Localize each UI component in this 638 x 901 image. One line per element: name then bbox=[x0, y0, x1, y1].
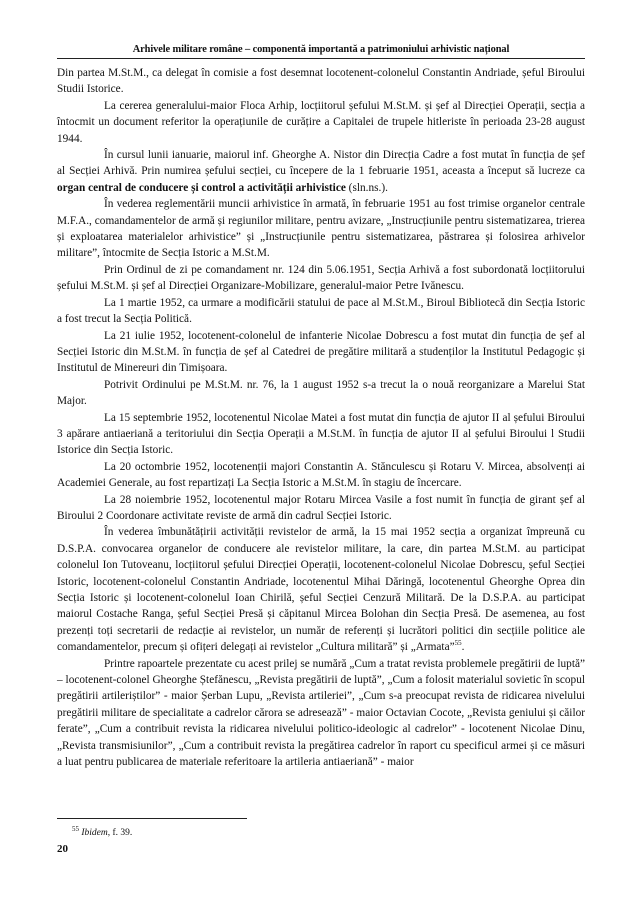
paragraph: La cererea generalului-maior Floca Arhip, locțiitorul șefului M.St.M. și șef al Direcției Operații, secția a întocmit un document referitor la operațiunile de curățire a Capitalei de trupele hitleriste în perioada 23-28 august 1944. bbox=[57, 99, 585, 145]
footnote-number: 55 bbox=[72, 825, 79, 833]
footnote-rule bbox=[57, 818, 247, 819]
body-text bbox=[57, 65, 585, 770]
footnote bbox=[72, 825, 132, 838]
paragraph: La 28 noiembrie 1952, locotenentul major Rotaru Mircea Vasile a fost numit în funcția de girant șef al Biroului 2 Coordonare activitate reviste de armă din cadrul Secției Istoric. bbox=[57, 493, 585, 522]
footnote-source: Ibidem bbox=[81, 828, 108, 839]
paragraph: La 1 martie 1952, ca urmare a modificării statului de pace al M.St.M., Biroul Bibliotecă din Secția Istoric a fost trecut la Secția Politică. bbox=[57, 296, 585, 326]
footnote-page: , f. 39. bbox=[107, 828, 133, 839]
paragraph: În vederea reglementării muncii arhivistice în armată, în februarie 1951 au fost trimise organelor centrale M.F.A., comandamentelor de armă și regiunilor militare, pentru avizare, „Instrucțiunile pentru sistematizarea, trierea și exploatarea materialelor arhivistice” și „Instrucțiunile pentru sistematizarea, păstrarea și folosirea arhivelor militare”, întocmite de Secția Istoric a M.St.M. bbox=[57, 198, 585, 260]
paragraph-text: În vederea îmbunătățirii activității revistelor de armă, la 15 mai 1952 secția a organizat împreună cu D.S.P.A. convocarea organelor de conducere ale revistelor militare, la care, din partea M.St.M. au participat colonelul Ion Tutoveanu, locțiitorul șefului Direcției Operații, locotenent-colonelul Nicolae Dobrescu, șeful Secției Istoric, locotenent-colonelul Constantin Andriade, locotenentul Mihai Dăringă, locotenentul Gheorghe Oprea din Secția Istoric și locotenent-colonelul Ioan Chirilă, șeful Secției Cenzură Militară. De la D.S.P.A. au participat maiorul Costache Ranga, șeful Secției Presă și căpitanul Mircea Bolohan din Secția Presă. De asemenea, au fost prezenți toți secretarii de redacție ai revistelor, un număr de referenți și lucrători politici din secțiile politice ale comandamentelor, precum și ofițeri delegați ai revistelor „Cultura militară” și „Armata” bbox=[57, 526, 585, 654]
paragraph: La 20 octombrie 1952, locotenenții majori Constantin A. Stănculescu și Rotaru V. Mircea, absolvenți ai Academiei Generale, au fost repartizați La Secția Istoric a M.St.M. în stagiu de încercare. bbox=[57, 460, 585, 490]
footnote-reference[interactable]: 55 bbox=[454, 639, 462, 648]
paragraph: Printre rapoartele prezentate cu acest prilej se numără „Cum a tratat revista problemele pregătirii de luptă” – locotenent-colonel Gheorghe Ștefănescu, „Revista pregătirii de luptă”, „Cum a folosit materialul sovietic în scopul pregătirii artileriștilor” - maior Șerban Lupu, „Revista artileriei”, „Cum s-a preocupat revista de ridicarea nivelului pregătirii militare de specialitate a cadrelor cărora se adresează” - maior Octavian Cocote, „Revista geniului și căilor ferate”, „Cum a contribuit revista la ridicarea nivelului politico-ideologic al cadrelor” - locotenent Nicolae Dinu, „Revista transmisiunilor”, „Cum a contribuit revista la pregătirea cadrelor în raport cu specificul armei și ce măsuri a luat pentru publicarea de materiale referitoare la artileria antiaeriană” - maior bbox=[57, 657, 585, 769]
paragraph: Din partea M.St.M., ca delegat în comisie a fost desemnat locotenent-colonelul Constantin Andriade, șeful Biroului Studii Istorice. bbox=[57, 67, 585, 96]
emphasized-text: organ central de conducere și control a activității arhivistice bbox=[57, 181, 346, 194]
paragraph bbox=[57, 147, 585, 196]
paragraph bbox=[57, 524, 585, 655]
paragraph: La 21 iulie 1952, locotenent-colonelul de infanterie Nicolae Dobrescu a fost mutat din funcția de șef al Secției Istoric din M.St.M. în funcția de șef al Catedrei de pregătire militară a studenților la Institutul Pedagogic și Institutul de Minereuri din Timișoara. bbox=[57, 329, 585, 375]
paragraph-text: În cursul lunii ianuarie, maiorul inf. Gheorghe A. Nistor din Direcția Cadre a fost mutat în funcția de șef al Secției Arhivă. Prin numirea șefului secției, cu începere de la 1 februarie 1951, aceasta a început să lucreze ca bbox=[57, 149, 585, 178]
header-rule bbox=[57, 58, 585, 59]
page-number: 20 bbox=[57, 843, 68, 855]
paragraph: Potrivit Ordinului pe M.St.M. nr. 76, la 1 august 1952 s-a trecut la o nouă reorganizare a Marelui Stat Major. bbox=[57, 378, 585, 408]
running-header: Arhivele militare române – componentă importantă a patrimoniului arhivistic național bbox=[132, 44, 510, 55]
paragraph-text: . bbox=[461, 641, 465, 654]
paragraph: La 15 septembrie 1952, locotenentul Nicolae Matei a fost mutat din funcția de ajutor II al șefului Biroului 3 apărare antiaeriană a teritoriului din Secția Operații a M.St.M. în funcția de ajutor II al șefului Biroului l Studii Istorice din Secția Istoric. bbox=[57, 411, 585, 457]
paragraph-text: (sln.ns.). bbox=[345, 181, 388, 194]
paragraph: Prin Ordinul de zi pe comandament nr. 124 din 5.06.1951, Secția Arhivă a fost subordonată locțiitorului șefului M.St.M. și șef al Direcției Organizare-Mobilizare, generalul-maior Petre Ivănescu. bbox=[57, 263, 585, 293]
